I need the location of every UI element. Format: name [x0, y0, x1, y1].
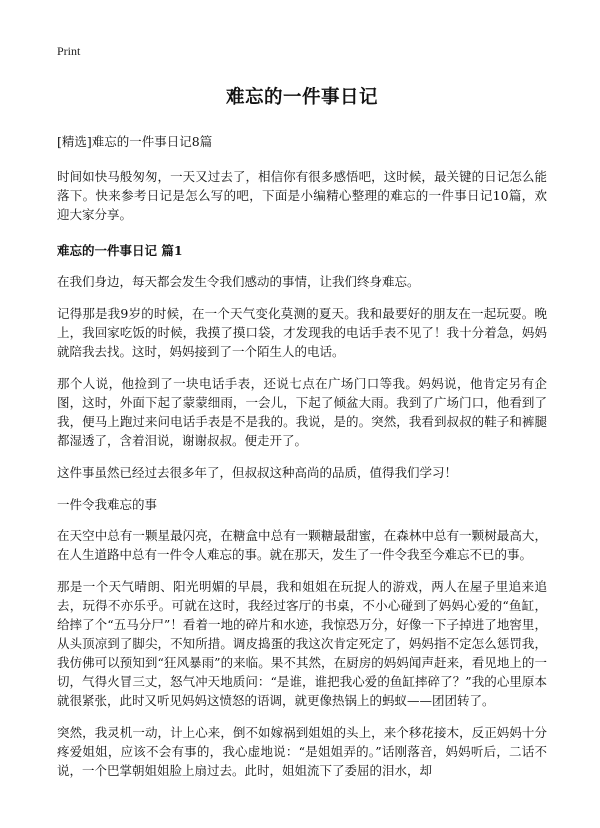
print-link[interactable]: Print: [57, 44, 81, 58]
document-subtitle: [精选]难忘的一件事日记8篇: [57, 134, 213, 149]
section2-paragraph: 突然，我灵机一动，计上心来，倒不如嫁祸到姐姐的头上，来个移花接木，反正妈妈十分疼爱姐姐，应该不会有事的，我心虚地说：“是姐姐弄的。”话刚落音，妈妈听后，二话不说，一个巴掌朝姐姐脸上扇过去。此时，姐姐流下了委屈的泪水，却: [57, 725, 547, 778]
section1-paragraph: 这件事虽然已经过去很多年了，但叔叔这种高尚的品质，值得我们学习！: [57, 465, 458, 480]
section1-heading: 难忘的一件事日记 篇1: [57, 243, 183, 258]
section1-paragraph: 记得那是我9岁的时候，在一个天气变化莫测的夏天。我和最要好的朋友在一起玩耍。晚上，我回家吃饭的时候，我摸了摸口袋，才发现我的电话手表不见了！我十分着急，妈妈就陪我去找。这时，妈妈接到了一个陌生人的电话。: [57, 306, 547, 359]
section2-heading: 一件令我难忘的事: [57, 497, 158, 512]
section2-paragraph: 在天空中总有一颗星最闪亮，在糖盒中总有一颗糖最甜蜜，在森林中总有一颗树最高大，在人生道路中总有一件令人难忘的事。就在那天，发生了一件令我至今难忘不已的事。: [57, 528, 547, 562]
intro-paragraph: 时间如快马般匆匆，一天又过去了，相信你有很多感悟吧，这时候，最关键的日记怎么能落下。快来参考日记是怎么写的吧，下面是小编精心整理的难忘的一件事日记10篇，欢迎大家分享。: [57, 169, 547, 222]
section2-paragraph: 那是一个天气晴朗、阳光明媚的早晨，我和姐姐在玩捉人的游戏，两人在屋子里追来追去，玩得不亦乐乎。可就在这时，我经过客厅的书桌，不小心碰到了妈妈心爱的“鱼缸，给摔了个“五马分尸”！看着一地的碎片和水迹，我惊恐万分，好像一下子掉进了地窖里，从头顶凉到了脚尖，不知所措。调皮捣蛋的我这次肯定死定了，妈妈指不定怎么惩罚我，我仿佛可以预知到“狂风暴雨”的来临。果不其然，在厨房的妈妈闻声赶来，看见地上的一切，气得火冒三丈，怒气冲天地质问：“是谁，谁把我心爱的鱼缸摔碎了？”我的心里原本就很紧张，此时又听见妈妈这愤怒的语调，就更像热锅上的蚂蚁——团团转了。: [57, 579, 547, 708]
section1-paragraph: 那个人说，他捡到了一块电话手表，还说七点在广场门口等我。妈妈说，他肯定另有企图，这时，外面下起了蒙蒙细雨，一会儿，下起了倾盆大雨。我到了广场门口，他看到了我，便马上跑过来问电话手表是不是我的。我说，是的。突然，我看到叔叔的鞋子和裤腿都湿透了，含着泪说，谢谢叔叔。便走开了。: [57, 376, 547, 448]
document-page: [57, 44, 547, 793]
document-title: 难忘的一件事日记: [225, 87, 378, 108]
section1-paragraph: 在我们身边，每天都会发生令我们感动的事情，让我们终身难忘。: [57, 274, 420, 289]
